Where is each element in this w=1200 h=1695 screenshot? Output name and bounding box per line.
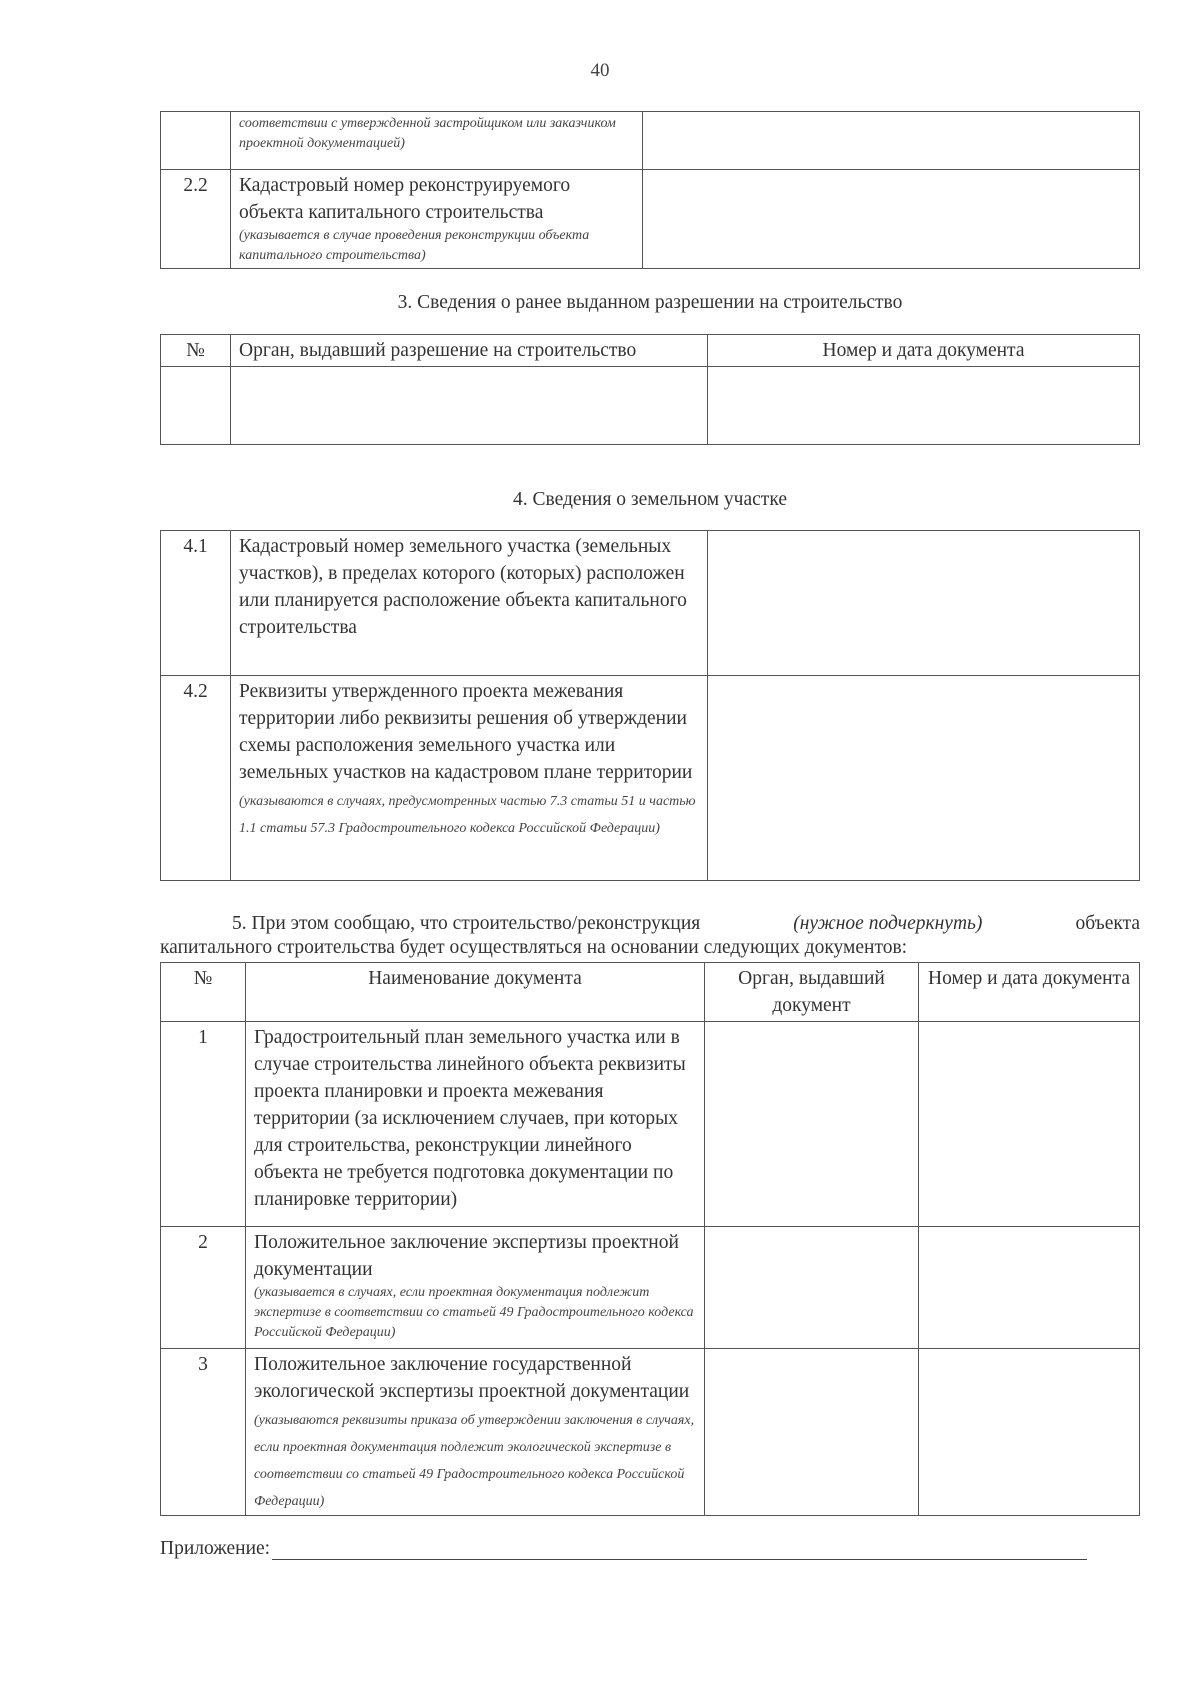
column-header: Орган, выдавший разрешение на строительство: [231, 335, 708, 367]
row-note: (указывается в случаях, если проектная документация подлежит экспертизе в соответствии со статьей 49 Градостроительного кодекса Российской Федерации): [254, 1285, 694, 1340]
row-label-text: Градостроительный план земельного участка или в случае строительства линейного объекта реквизиты проекта планировки и проекта межевания территории (за исключением случаев, при которых для строительства, реконструкции линейного объекта не требуется подготовка документации по планировке территории): [254, 1027, 686, 1210]
value-cell[interactable]: [161, 367, 231, 445]
row-note: (указывается в случае проведения реконструкции объекта капитального строительства): [239, 228, 590, 263]
table-header-row: [161, 963, 1140, 1022]
value-cell[interactable]: [708, 531, 1140, 676]
value-cell[interactable]: [708, 676, 1140, 881]
row-note: соответствии с утвержденной застройщиком или заказчиком проектной документацией): [239, 116, 616, 151]
row-number: 1: [161, 1022, 246, 1227]
intro-end: объекта: [1075, 913, 1140, 934]
section-5-intro: [160, 912, 1140, 960]
table-section-2: [160, 111, 1140, 269]
value-cell[interactable]: [708, 367, 1140, 445]
column-header: Орган, выдавший документ: [705, 963, 919, 1022]
row-label: [231, 112, 643, 170]
column-header: Наименование документа: [246, 963, 705, 1022]
table-section-5: [160, 962, 1140, 1516]
value-cell[interactable]: [643, 170, 1140, 269]
table-row: [161, 367, 1140, 445]
table-row: [161, 170, 1140, 269]
value-cell[interactable]: [919, 1022, 1140, 1227]
column-header: Номер и дата документа: [708, 335, 1140, 367]
row-label: [231, 531, 708, 676]
table-row: [161, 1349, 1140, 1516]
table-row: [161, 531, 1140, 676]
row-label-text: Реквизиты утвержденного проекта межевания территории либо реквизиты решения об утверждении схемы расположения земельного участка или земельных участков на кадастровом плане территории: [239, 681, 693, 783]
page-number: 40: [590, 60, 610, 81]
row-label: [246, 1022, 705, 1227]
row-label-text: Положительное заключение государственной экологической экспертизы проектной документации: [254, 1354, 690, 1402]
table-header-row: [161, 335, 1140, 367]
appendix: [160, 1538, 1087, 1560]
row-label-text: Положительное заключение экспертизы проектной документации: [254, 1232, 679, 1280]
value-cell[interactable]: [231, 367, 708, 445]
row-number: [161, 112, 231, 170]
row-label: [246, 1349, 705, 1516]
value-cell[interactable]: [919, 1349, 1140, 1516]
row-number: 4.1: [161, 531, 231, 676]
row-note: (указываются в случаях, предусмотренных частью 7.3 статьи 51 и частью 1.1 статьи 57.3 Градостроительного кодекса Российской Федерации): [239, 794, 696, 836]
intro-line-2: капитального строительства будет осуществляться на основании следующих документов:: [160, 937, 908, 958]
table-row: [161, 1022, 1140, 1227]
appendix-fill-line[interactable]: [272, 1539, 1087, 1560]
intro-italic: (нужное подчеркнуть): [793, 913, 983, 934]
table-row: [161, 1227, 1140, 1349]
value-cell[interactable]: [705, 1022, 919, 1227]
row-label: [231, 170, 643, 269]
table-section-3: [160, 334, 1140, 445]
value-cell[interactable]: [705, 1227, 919, 1349]
table-row: [161, 676, 1140, 881]
value-cell[interactable]: [643, 112, 1140, 170]
row-number: 3: [161, 1349, 246, 1516]
column-header: Номер и дата документа: [919, 963, 1140, 1022]
table-row: [161, 112, 1140, 170]
value-cell[interactable]: [919, 1227, 1140, 1349]
row-note: (указываются реквизиты приказа об утверждении заключения в случаях, если проектная документация подлежит экологической экспертизе в соответствии со статьей 49 Градостроительного кодекса Российской Федерации): [254, 1413, 695, 1509]
section-3-title: 3. Сведения о ранее выданном разрешении на строительство: [397, 292, 903, 313]
row-label-text: Кадастровый номер реконструируемого объекта капитального строительства: [239, 175, 571, 223]
column-header: №: [161, 963, 246, 1022]
table-section-4: [160, 530, 1140, 881]
row-label: [246, 1227, 705, 1349]
column-header: №: [161, 335, 231, 367]
section-4-title: 4. Сведения о земельном участке: [513, 489, 787, 510]
value-cell[interactable]: [705, 1349, 919, 1516]
row-number: 2.2: [161, 170, 231, 269]
row-number: 2: [161, 1227, 246, 1349]
appendix-label: Приложение:: [160, 1538, 271, 1559]
intro-start: 5. При этом сообщаю, что строительство/реконструкция: [232, 913, 701, 934]
row-label-text: Кадастровый номер земельного участка (земельных участков), в пределах которого (которых) расположен или планируется расположение объекта капитального строительства: [239, 536, 687, 638]
row-label: [231, 676, 708, 881]
row-number: 4.2: [161, 676, 231, 881]
